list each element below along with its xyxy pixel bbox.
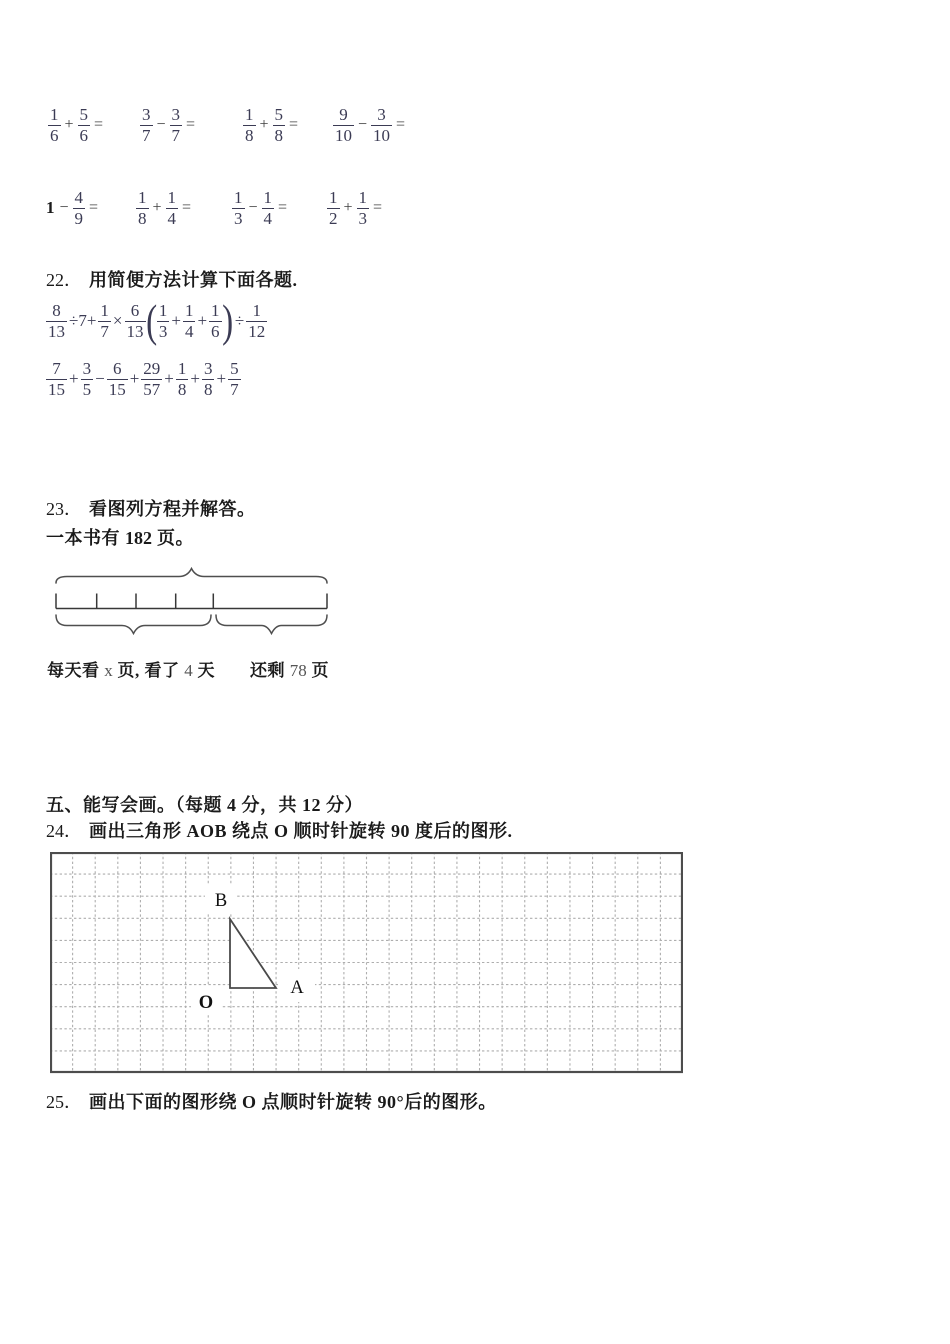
fraction-numerator: 1 [211,301,220,321]
fraction-denominator: 8 [245,125,254,145]
question-title: 画出三角形 AOB 绕点 O 顺时针旋转 90 度后的图形. [89,821,513,841]
label-text: 页 [306,661,329,680]
q23-bar-diagram [40,552,360,647]
fraction-numerator: 29 [143,359,161,379]
q22-expression-1 [46,294,267,346]
question-number: 23． [46,499,82,519]
fraction [183,301,196,340]
fraction-numerator: 5 [274,105,284,125]
question-number: 22． [46,270,82,290]
fraction-numerator: 3 [377,105,386,125]
fraction [357,188,370,227]
fraction [170,105,183,144]
fraction-numerator: 1 [358,188,368,208]
fraction-denominator: 12 [248,321,266,341]
fraction-numerator: 1 [234,188,243,208]
days-value: 4 [184,661,193,680]
fraction-denominator: 8 [138,208,147,228]
fraction [140,105,153,144]
top-brace [56,569,327,584]
operator: + [69,369,79,388]
fraction-numerator: 1 [252,301,261,321]
operator: + [259,116,269,133]
fraction [98,301,111,340]
q22-expression-2 [46,355,241,403]
q23-intro [46,524,194,550]
fraction-numerator: 3 [142,105,151,125]
fraction [333,105,354,144]
fraction-numerator: 5 [79,105,89,125]
fraction-numerator: 1 [100,301,109,321]
fraction [262,188,275,227]
operator: + [197,311,208,330]
bar-ticks [56,594,327,609]
fraction-numerator: 6 [112,359,122,379]
fraction-denominator: 9 [74,208,84,228]
fraction [157,301,170,340]
fraction-denominator: 3 [358,208,368,228]
label-text: 还剩 [250,661,290,680]
q23-right-label [250,656,329,681]
fraction-numerator: 7 [52,359,61,379]
section-5-heading [46,791,363,817]
fraction [166,188,179,227]
operator: + [171,311,181,330]
fraction [46,359,67,398]
fraction [48,105,61,144]
fraction [73,188,86,227]
fraction-numerator: 1 [184,301,194,321]
operator: ÷7+ [69,311,97,330]
label-text: 天 [192,661,215,680]
fraction [141,359,162,398]
label-text: 页, 看了 [112,661,185,680]
fraction-numerator: 1 [329,188,338,208]
fraction-denominator: 57 [143,379,161,399]
operator: + [343,199,353,216]
question-title: 看图列方程并解答。 [89,499,256,519]
question-number: 25． [46,1092,82,1112]
fraction-denominator: 7 [100,321,109,341]
whole-number: 1 [46,198,55,217]
equals-sign: = [373,199,383,216]
fraction-numerator: 3 [82,359,92,379]
operator: + [129,369,140,388]
fraction-numerator: 1 [177,359,187,379]
fraction-denominator: 2 [329,208,338,228]
operator: + [152,199,162,216]
question-22-heading [46,266,298,292]
equals-sign: = [94,116,104,133]
fraction-denominator: 7 [230,379,239,399]
question-title: 画出下面的图形绕 O 点顺时针旋转 90°后的图形。 [89,1092,497,1112]
fraction-denominator: 8 [203,379,213,399]
fraction-denominator: 4 [184,321,194,341]
fraction-denominator: 7 [171,125,181,145]
fraction-numerator: 4 [74,188,84,208]
fraction-exercise [232,184,291,232]
fraction-denominator: 13 [126,321,144,341]
operator: − [358,116,368,133]
vertex-label-o: O [198,993,214,1013]
fraction [136,188,149,227]
fraction-numerator: 8 [52,301,61,321]
fraction [327,188,340,227]
equals-sign: = [89,199,99,216]
fraction-denominator: 6 [211,321,220,341]
operator: + [164,369,174,388]
label-text: 每天看 [47,661,105,680]
bottom-left-brace [56,615,211,634]
fraction [371,105,392,144]
fraction [232,188,245,227]
fraction-numerator: 6 [130,301,140,321]
fraction-numerator: 3 [171,105,181,125]
fraction [228,359,241,398]
bottom-right-brace [216,615,327,634]
left-parenthesis: ( [145,294,157,346]
equals-sign: = [278,199,288,216]
question-title: 用简便方法计算下面各题. [89,270,298,290]
fraction-denominator: 3 [234,208,243,228]
fraction [107,359,128,398]
equals-sign: = [182,199,192,216]
page-count-value: 182 [125,528,152,548]
operator: − [59,199,69,216]
operator: ÷ [234,311,245,330]
fraction-denominator: 6 [79,125,89,145]
fraction-denominator: 4 [167,208,177,228]
fraction-exercise [136,184,195,232]
fraction-denominator: 6 [50,125,59,145]
fraction-numerator: 1 [158,301,168,321]
fraction-exercise [140,101,199,149]
fraction-numerator: 1 [167,188,177,208]
section-title: 五、能写会画。（每题 4 分，共 12 分） [46,795,363,815]
equals-sign: = [186,116,196,133]
fraction-exercise [327,184,386,232]
q23-left-label [47,656,215,681]
fraction [81,359,94,398]
grid-lines [50,852,683,1073]
equals-sign: = [289,116,299,133]
question-23-heading [46,495,256,521]
fraction [78,105,91,144]
fraction [202,359,215,398]
fraction-numerator: 1 [50,105,59,125]
fraction-denominator: 10 [373,125,391,145]
fraction [46,301,67,340]
fraction-exercise [48,101,107,149]
fraction-numerator: 5 [230,359,239,379]
fraction-denominator: 8 [274,125,284,145]
fraction [243,105,256,144]
operator: + [216,369,227,388]
right-parenthesis: ) [221,294,233,346]
vertex-label-a: A [290,978,304,998]
operator: + [64,116,74,133]
operator: − [95,369,105,388]
fraction [273,105,286,144]
fraction-numerator: 3 [203,359,213,379]
q24-grid-canvas [50,852,683,1074]
fraction-denominator: 15 [48,379,65,399]
fraction-numerator: 1 [245,105,254,125]
fraction [125,301,146,340]
fraction [246,301,267,340]
vertex-label-b: B [214,891,228,911]
fraction-exercise [333,101,409,149]
operator: − [156,116,166,133]
equals-sign: = [396,116,406,133]
question-number: 24． [46,821,82,841]
fraction-denominator: 15 [108,379,126,399]
fraction-denominator: 7 [142,125,151,145]
fraction [176,359,189,398]
fraction-numerator: 1 [138,188,147,208]
fraction-exercise [46,184,102,232]
fraction-exercise [243,101,302,149]
fraction-denominator: 4 [263,208,273,228]
fraction-denominator: 13 [48,321,65,341]
fraction-numerator: 1 [263,188,273,208]
intro-text: 一本书有 [46,528,125,548]
variable-x: x [104,661,113,680]
operator: + [190,369,200,388]
fraction-denominator: 5 [82,379,92,399]
remaining-pages-value: 78 [289,661,307,680]
fraction-denominator: 8 [177,379,187,399]
fraction-denominator: 3 [158,321,168,341]
question-25-heading [46,1088,497,1114]
operator: × [112,311,123,330]
fraction-numerator: 9 [339,105,348,125]
intro-text: 页。 [152,528,194,548]
fraction [209,301,222,340]
fraction-denominator: 10 [335,125,352,145]
question-24-heading [46,817,513,843]
operator: − [248,199,258,216]
